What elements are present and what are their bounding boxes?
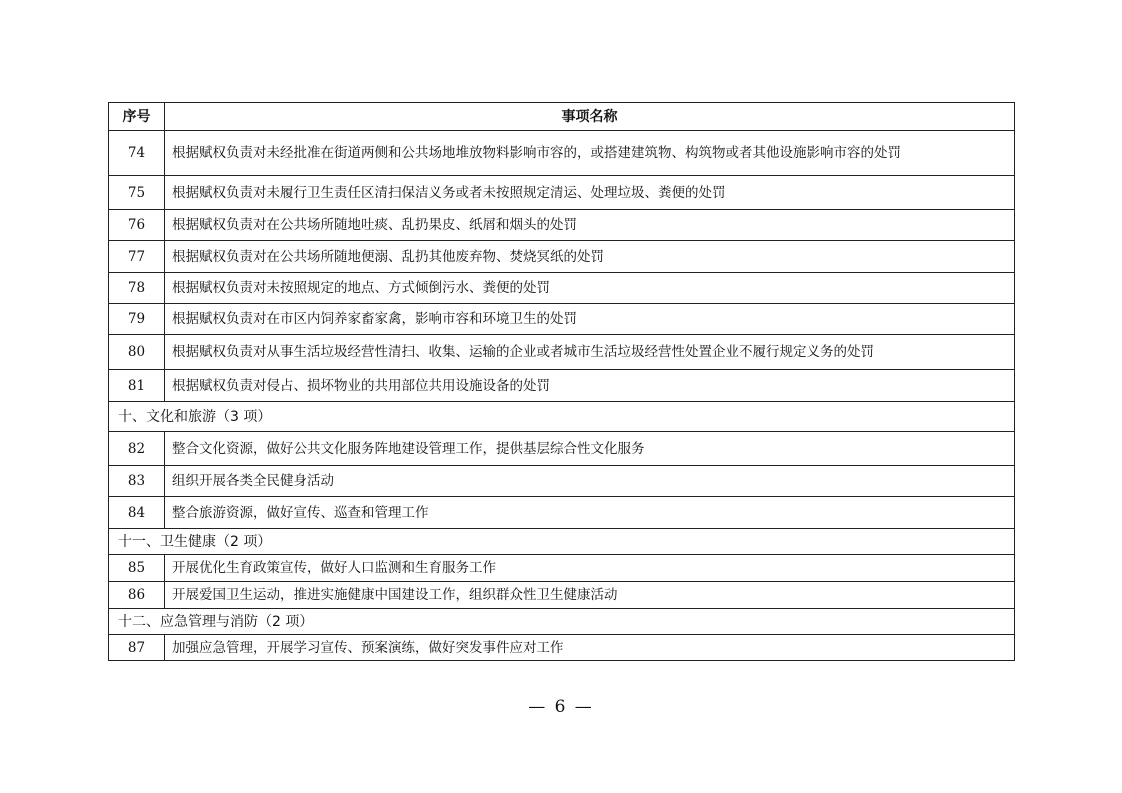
table-row xyxy=(109,241,1015,273)
table-row xyxy=(109,466,1015,497)
row-serial-number: 86 xyxy=(109,582,165,609)
table-row xyxy=(109,432,1015,466)
row-serial-number: 87 xyxy=(109,635,165,661)
table-row xyxy=(109,273,1015,304)
row-serial-number: 83 xyxy=(109,466,165,497)
table-header-row xyxy=(109,103,1015,131)
row-matter-name: 根据赋权负责对未按照规定的地点、方式倾倒污水、粪便的处罚 xyxy=(165,273,1015,304)
row-serial-number: 81 xyxy=(109,370,165,402)
row-matter-name: 根据赋权负责对从事生活垃圾经营性清扫、收集、运输的企业或者城市生活垃圾经营性处置企业不履行规定义务的处罚 xyxy=(165,335,1015,370)
row-serial-number: 84 xyxy=(109,497,165,529)
row-matter-name: 根据赋权负责对未经批准在街道两侧和公共场地堆放物料影响市容的，或搭建建筑物、构筑物或者其他设施影响市容的处罚 xyxy=(165,131,1015,176)
row-serial-number: 74 xyxy=(109,131,165,176)
row-serial-number: 80 xyxy=(109,335,165,370)
table-row xyxy=(109,635,1015,661)
header-matter-name: 事项名称 xyxy=(165,103,1015,131)
table-row xyxy=(109,555,1015,582)
row-matter-name: 加强应急管理，开展学习宣传、预案演练，做好突发事件应对工作 xyxy=(165,635,1015,661)
row-serial-number: 82 xyxy=(109,432,165,466)
row-matter-name: 开展优化生育政策宣传，做好人口监测和生育服务工作 xyxy=(165,555,1015,582)
row-matter-name: 根据赋权负责对在市区内饲养家畜家禽，影响市容和环境卫生的处罚 xyxy=(165,304,1015,335)
row-matter-name: 根据赋权负责对在公共场所随地吐痰、乱扔果皮、纸屑和烟头的处罚 xyxy=(165,210,1015,241)
section-row xyxy=(109,609,1015,635)
table-row xyxy=(109,582,1015,609)
row-serial-number: 85 xyxy=(109,555,165,582)
row-matter-name: 根据赋权负责对未履行卫生责任区清扫保洁义务或者未按照规定清运、处理垃圾、粪便的处罚 xyxy=(165,176,1015,210)
table-row xyxy=(109,335,1015,370)
header-serial-number: 序号 xyxy=(109,103,165,131)
section-title-culture-tourism: 十、文化和旅游（3 项） xyxy=(109,402,1015,432)
section-title-health: 十一、卫生健康（2 项） xyxy=(109,529,1015,555)
row-matter-name: 开展爱国卫生运动，推进实施健康中国建设工作，组织群众性卫生健康活动 xyxy=(165,582,1015,609)
section-row xyxy=(109,529,1015,555)
table-row xyxy=(109,131,1015,176)
row-matter-name: 组织开展各类全民健身活动 xyxy=(165,466,1015,497)
row-serial-number: 77 xyxy=(109,241,165,273)
section-row xyxy=(109,402,1015,432)
row-serial-number: 75 xyxy=(109,176,165,210)
table-row xyxy=(109,304,1015,335)
row-serial-number: 78 xyxy=(109,273,165,304)
table-row xyxy=(109,210,1015,241)
row-matter-name: 根据赋权负责对侵占、损坏物业的共用部位共用设施设备的处罚 xyxy=(165,370,1015,402)
row-matter-name: 整合旅游资源，做好宣传、巡查和管理工作 xyxy=(165,497,1015,529)
row-serial-number: 76 xyxy=(109,210,165,241)
row-serial-number: 79 xyxy=(109,304,165,335)
section-title-emergency-fire: 十二、应急管理与消防（2 项） xyxy=(109,609,1015,635)
row-matter-name: 根据赋权负责对在公共场所随地便溺、乱扔其他废弃物、焚烧冥纸的处罚 xyxy=(165,241,1015,273)
table-row xyxy=(109,497,1015,529)
table-row xyxy=(109,176,1015,210)
matters-table xyxy=(108,102,1015,661)
table-row xyxy=(109,370,1015,402)
page-number: — 6 — xyxy=(528,697,594,717)
row-matter-name: 整合文化资源，做好公共文化服务阵地建设管理工作，提供基层综合性文化服务 xyxy=(165,432,1015,466)
